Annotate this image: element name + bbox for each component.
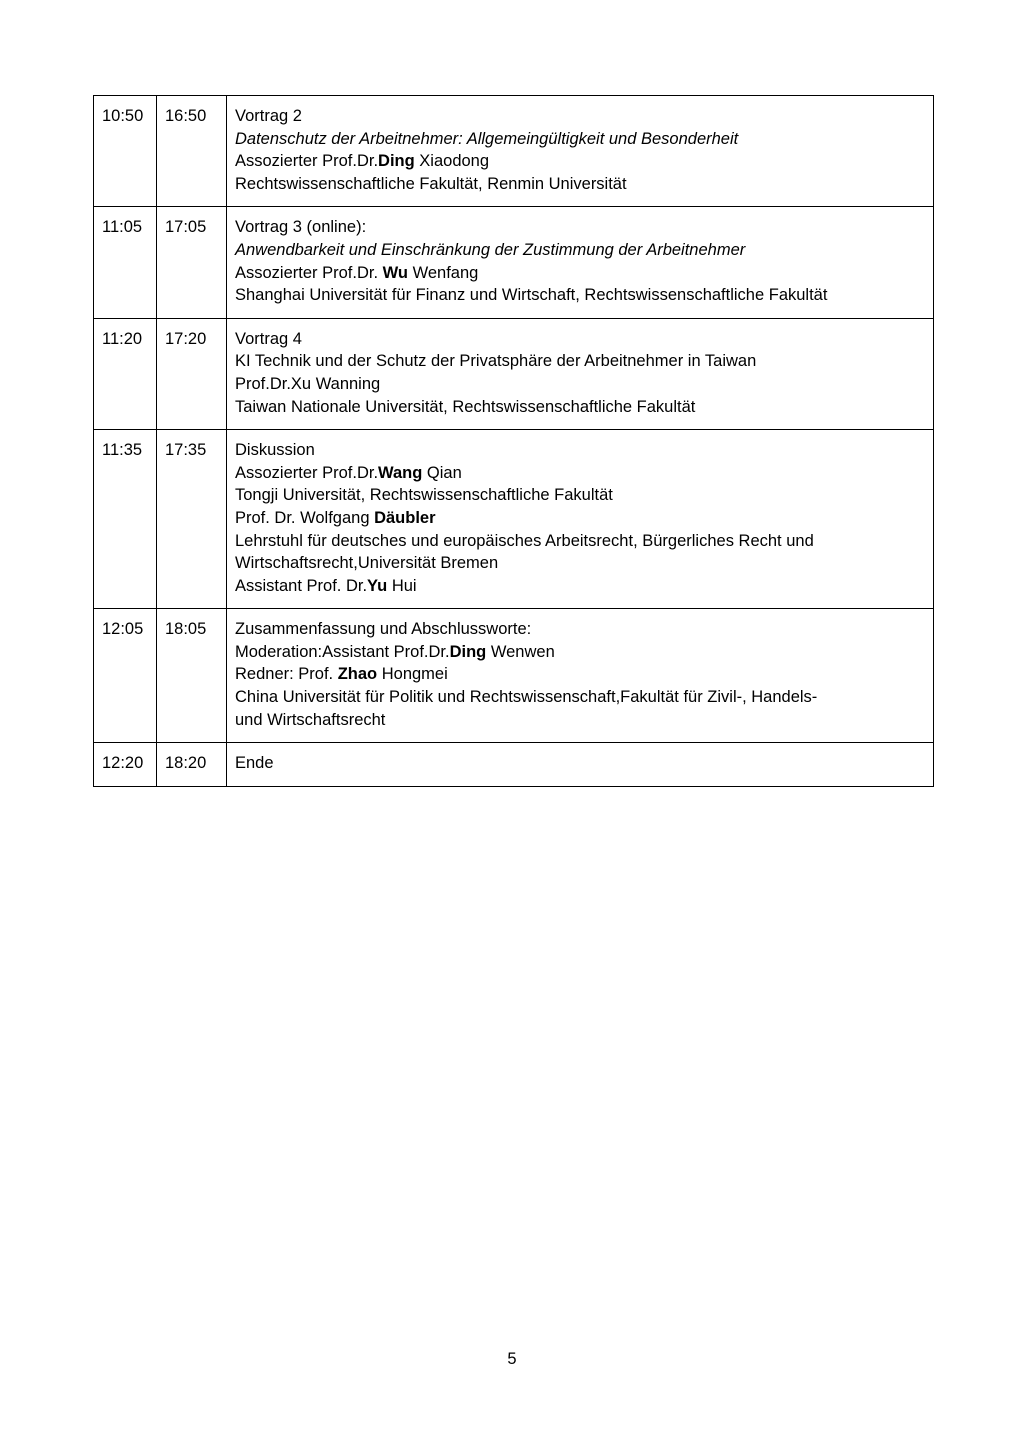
cell-time-local: 11:05 xyxy=(94,207,157,318)
text-segment: Diskussion xyxy=(235,441,315,460)
cell-time-local: 11:20 xyxy=(94,318,157,429)
text-segment: Wenwen xyxy=(486,642,555,661)
page-number: 5 xyxy=(507,1350,517,1368)
text-segment: und Wirtschaftsrecht xyxy=(235,710,386,729)
text-segment: Zusammenfassung und Abschlussworte: xyxy=(235,620,532,639)
text-segment: Ende xyxy=(235,754,274,773)
text-segment: Xiaodong xyxy=(414,152,490,171)
table-row xyxy=(94,609,934,743)
table-row xyxy=(94,430,934,609)
schedule-table-body xyxy=(94,96,934,787)
text-segment: Yu xyxy=(367,576,388,595)
table-row xyxy=(94,318,934,429)
cell-description xyxy=(227,743,934,787)
text-segment: Hui xyxy=(387,576,417,595)
text-segment: Wang xyxy=(378,463,423,482)
description-line xyxy=(235,262,925,285)
text-segment: Tongji Universität, Rechtswissenschaftliche Fakultät xyxy=(235,486,613,505)
cell-time-local: 12:05 xyxy=(94,609,157,743)
cell-time-other: 18:05 xyxy=(157,609,227,743)
text-segment: Ding xyxy=(378,152,415,171)
text-segment: Assistant Prof. Dr. xyxy=(235,576,368,595)
text-segment: China Universität für Politik und Rechtswissenschaft,Fakultät für Zivil-, Handels- xyxy=(235,688,818,707)
description-line xyxy=(235,439,925,462)
text-segment: Qian xyxy=(422,463,462,482)
text-segment: Ding xyxy=(449,642,487,661)
cell-time-other: 16:50 xyxy=(157,96,227,207)
text-segment: Assozierter Prof.Dr. xyxy=(235,263,383,282)
text-segment: Moderation:Assistant Prof.Dr. xyxy=(235,642,450,661)
text-segment: Datenschutz der Arbeitnehmer: Allgemeingültigkeit und Besonderheit xyxy=(235,129,739,148)
description-line xyxy=(235,641,925,664)
cell-description xyxy=(227,430,934,609)
description-line xyxy=(235,105,925,128)
text-segment: Anwendbarkeit und Einschränkung der Zustimmung der Arbeitnehmer xyxy=(235,240,746,259)
table-row xyxy=(94,743,934,787)
description-line xyxy=(235,575,925,598)
cell-description xyxy=(227,318,934,429)
cell-time-local: 11:35 xyxy=(94,430,157,609)
text-segment: Däubler xyxy=(374,508,436,527)
text-segment: Lehrstuhl für deutsches und europäisches Arbeitsrecht, Bürgerliches Recht und xyxy=(235,531,814,550)
cell-description xyxy=(227,609,934,743)
description-line xyxy=(235,150,925,173)
description-line xyxy=(235,507,925,530)
text-segment: Zhao xyxy=(337,665,378,684)
text-segment: Wu xyxy=(382,263,408,282)
description-line xyxy=(235,373,925,396)
description-line xyxy=(235,284,925,307)
description-line xyxy=(235,709,925,732)
text-segment: Wirtschaftsrecht,Universität Bremen xyxy=(235,554,499,573)
description-line xyxy=(235,173,925,196)
text-segment: Vortrag 2 xyxy=(235,107,302,125)
text-segment: Vortrag 4 xyxy=(235,329,302,348)
text-segment: Taiwan Nationale Universität, Rechtswissenschaftliche Fakultät xyxy=(235,397,696,416)
cell-time-other: 18:20 xyxy=(157,743,227,787)
text-segment: KI Technik und der Schutz der Privatsphäre der Arbeitnehmer in Taiwan xyxy=(235,352,757,371)
text-segment: Prof. Dr. Wolfgang xyxy=(235,508,375,527)
description-line xyxy=(235,663,925,686)
description-line xyxy=(235,618,925,641)
description-line xyxy=(235,128,925,151)
description-line xyxy=(235,396,925,419)
description-line xyxy=(235,552,925,575)
cell-time-other: 17:35 xyxy=(157,430,227,609)
text-segment: Assozierter Prof.Dr. xyxy=(235,152,379,171)
text-segment: Redner: Prof. xyxy=(235,665,338,684)
text-segment: Wenfang xyxy=(407,263,479,282)
description-line xyxy=(235,216,925,239)
text-segment: Prof.Dr.Xu Wanning xyxy=(235,374,381,393)
description-line xyxy=(235,328,925,351)
cell-time-other: 17:05 xyxy=(157,207,227,318)
cell-time-local: 10:50 xyxy=(94,96,157,207)
cell-time-local: 12:20 xyxy=(94,743,157,787)
cell-description xyxy=(227,207,934,318)
description-line xyxy=(235,350,925,373)
description-line xyxy=(235,484,925,507)
text-segment: Shanghai Universität für Finanz und Wirtschaft, Rechtswissenschaftliche Fakultät xyxy=(235,286,828,305)
description-line xyxy=(235,530,925,553)
description-line xyxy=(235,239,925,262)
text-segment: Assozierter Prof.Dr. xyxy=(235,463,379,482)
cell-description xyxy=(227,96,934,207)
text-segment: Rechtswissenschaftliche Fakultät, Renmin Universität xyxy=(235,174,627,193)
table-row xyxy=(94,96,934,207)
text-segment: Hongmei xyxy=(377,665,448,684)
description-line xyxy=(235,752,925,775)
conference-schedule-table xyxy=(93,95,934,787)
text-segment: Vortrag 3 (online): xyxy=(235,218,367,237)
description-line xyxy=(235,686,925,709)
description-line xyxy=(235,462,925,485)
table-row xyxy=(94,207,934,318)
cell-time-other: 17:20 xyxy=(157,318,227,429)
